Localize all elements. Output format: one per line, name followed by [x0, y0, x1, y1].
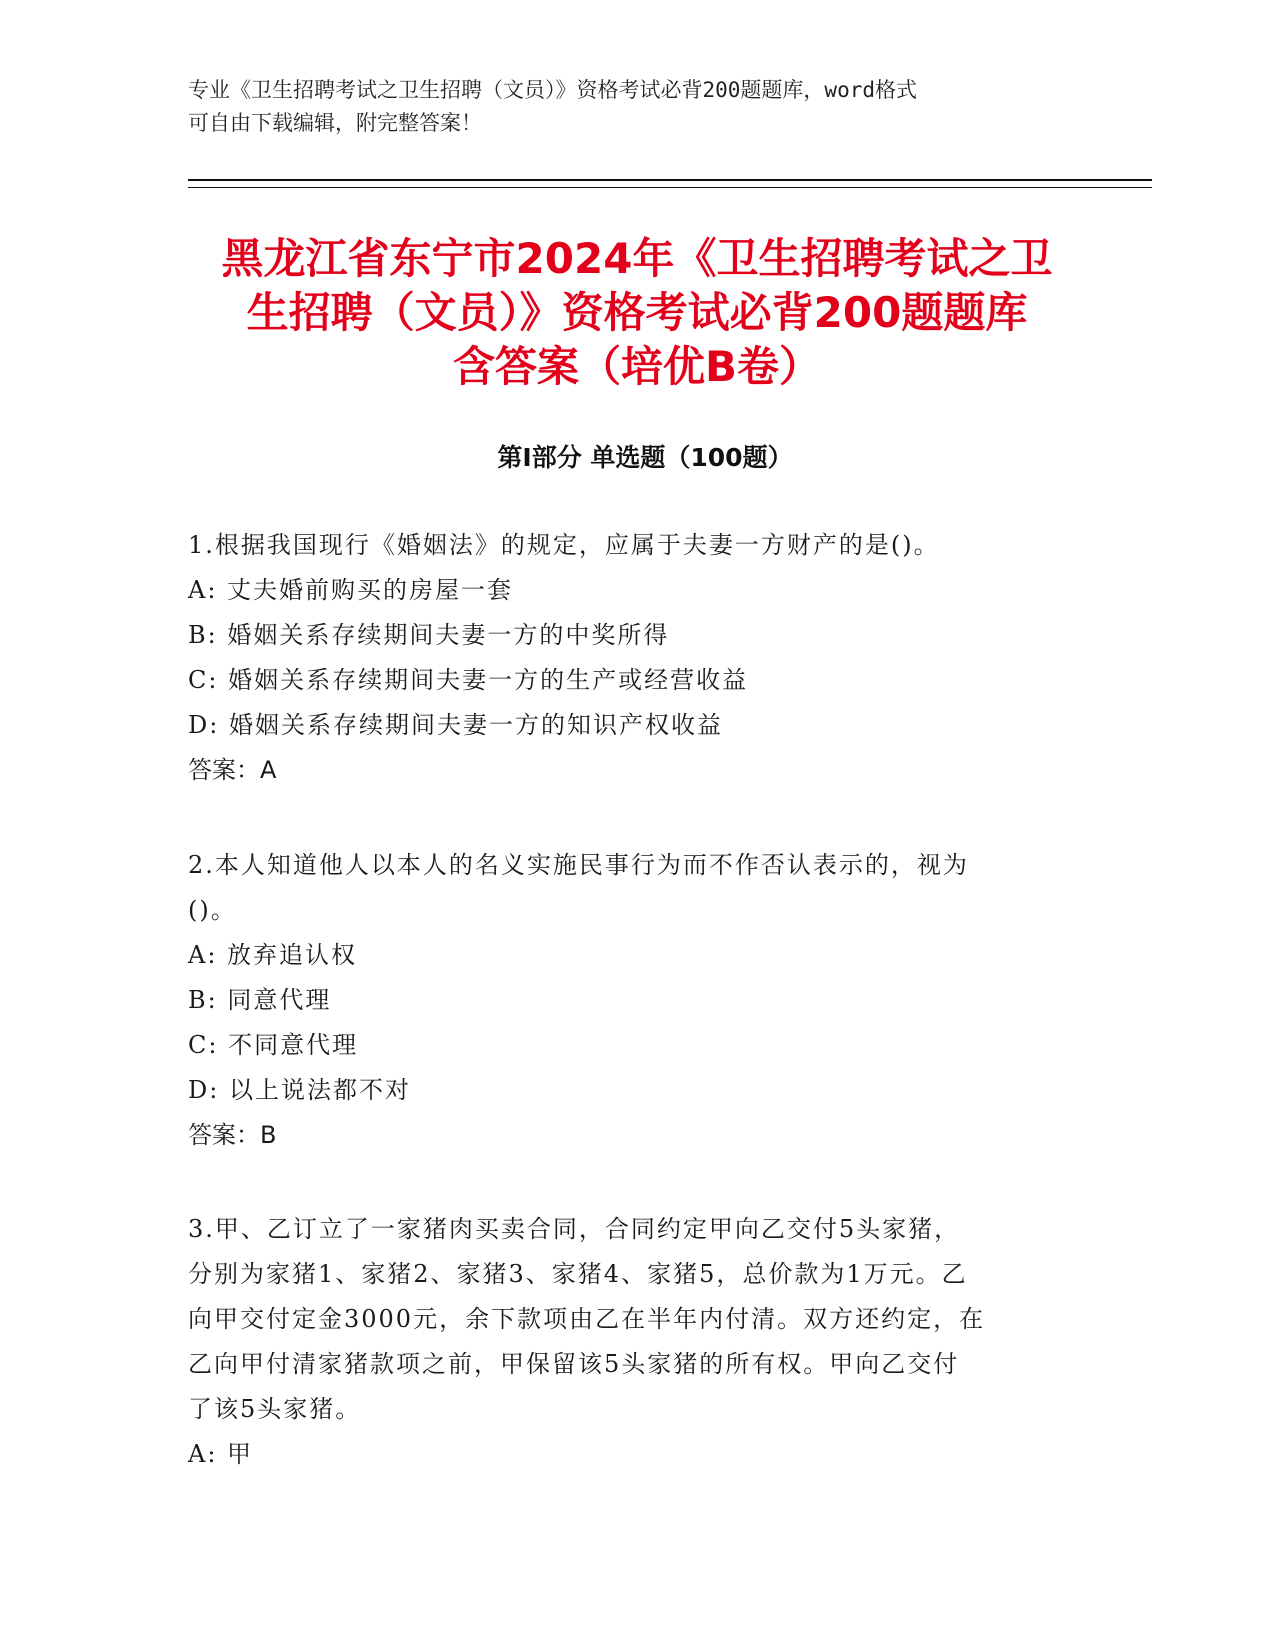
section-heading: 第Ⅰ部分 单选题（100题）	[497, 443, 793, 472]
header-note-line-1: 专业《卫生招聘考试之卫生招聘（文员）》资格考试必背200题题库，word格式	[188, 78, 917, 102]
question-stem-line-1: 2.本人知道他人以本人的名义实施民事行为而不作否认表示的，视为	[188, 851, 969, 879]
question-3	[188, 1207, 1078, 1477]
title-line-1: 黑龙江省东宁市2024年《卫生招聘考试之卫	[221, 234, 1053, 283]
document-title	[180, 232, 1094, 394]
header-divider-thick	[188, 179, 1152, 181]
option-a: A: 丈夫婚前购买的房屋一套	[188, 576, 514, 604]
question-2	[188, 843, 1078, 1158]
question-stem-line-4: 乙向甲付清家猪款项之前，甲保留该5头家猪的所有权。甲向乙交付	[188, 1350, 960, 1378]
header-note-line-2: 可自由下载编辑，附完整答案！	[188, 111, 482, 135]
question-stem-line-3: 向甲交付定金3000元，余下款项由乙在半年内付清。双方还约定，在	[188, 1305, 986, 1333]
question-stem-line-2: ()。	[188, 896, 237, 924]
question-1	[188, 523, 1078, 793]
option-a: A: 甲	[188, 1440, 254, 1468]
question-stem-line-2: 分别为家猪1、家猪2、家猪3、家猪4、家猪5，总价款为1万元。乙	[188, 1260, 968, 1288]
option-c: C: 不同意代理	[188, 1031, 359, 1059]
question-stem-line-1: 3.甲、乙订立了一家猪肉买卖合同，合同约定甲向乙交付5头家猪，	[188, 1215, 961, 1243]
option-d: D: 以上说法都不对	[188, 1076, 411, 1104]
option-b: B: 同意代理	[188, 986, 332, 1014]
answer: 答案：B	[188, 1121, 277, 1149]
question-stem: 1.根据我国现行《婚姻法》的规定，应属于夫妻一方财产的是()。	[188, 531, 940, 559]
option-a: A: 放弃追认权	[188, 941, 358, 969]
question-stem-line-5: 了该5头家猪。	[188, 1395, 362, 1423]
header-note	[188, 74, 1088, 140]
header-divider-thin	[188, 187, 1152, 188]
answer: 答案：A	[188, 756, 277, 784]
title-line-3: 含答案（培优B卷）	[452, 342, 821, 391]
option-c: C: 婚姻关系存续期间夫妻一方的生产或经营收益	[188, 666, 749, 694]
title-line-2: 生招聘（文员）》资格考试必背200题题库	[246, 288, 1028, 337]
option-d: D: 婚姻关系存续期间夫妻一方的知识产权收益	[188, 711, 723, 739]
option-b: B: 婚姻关系存续期间夫妻一方的中奖所得	[188, 621, 670, 649]
